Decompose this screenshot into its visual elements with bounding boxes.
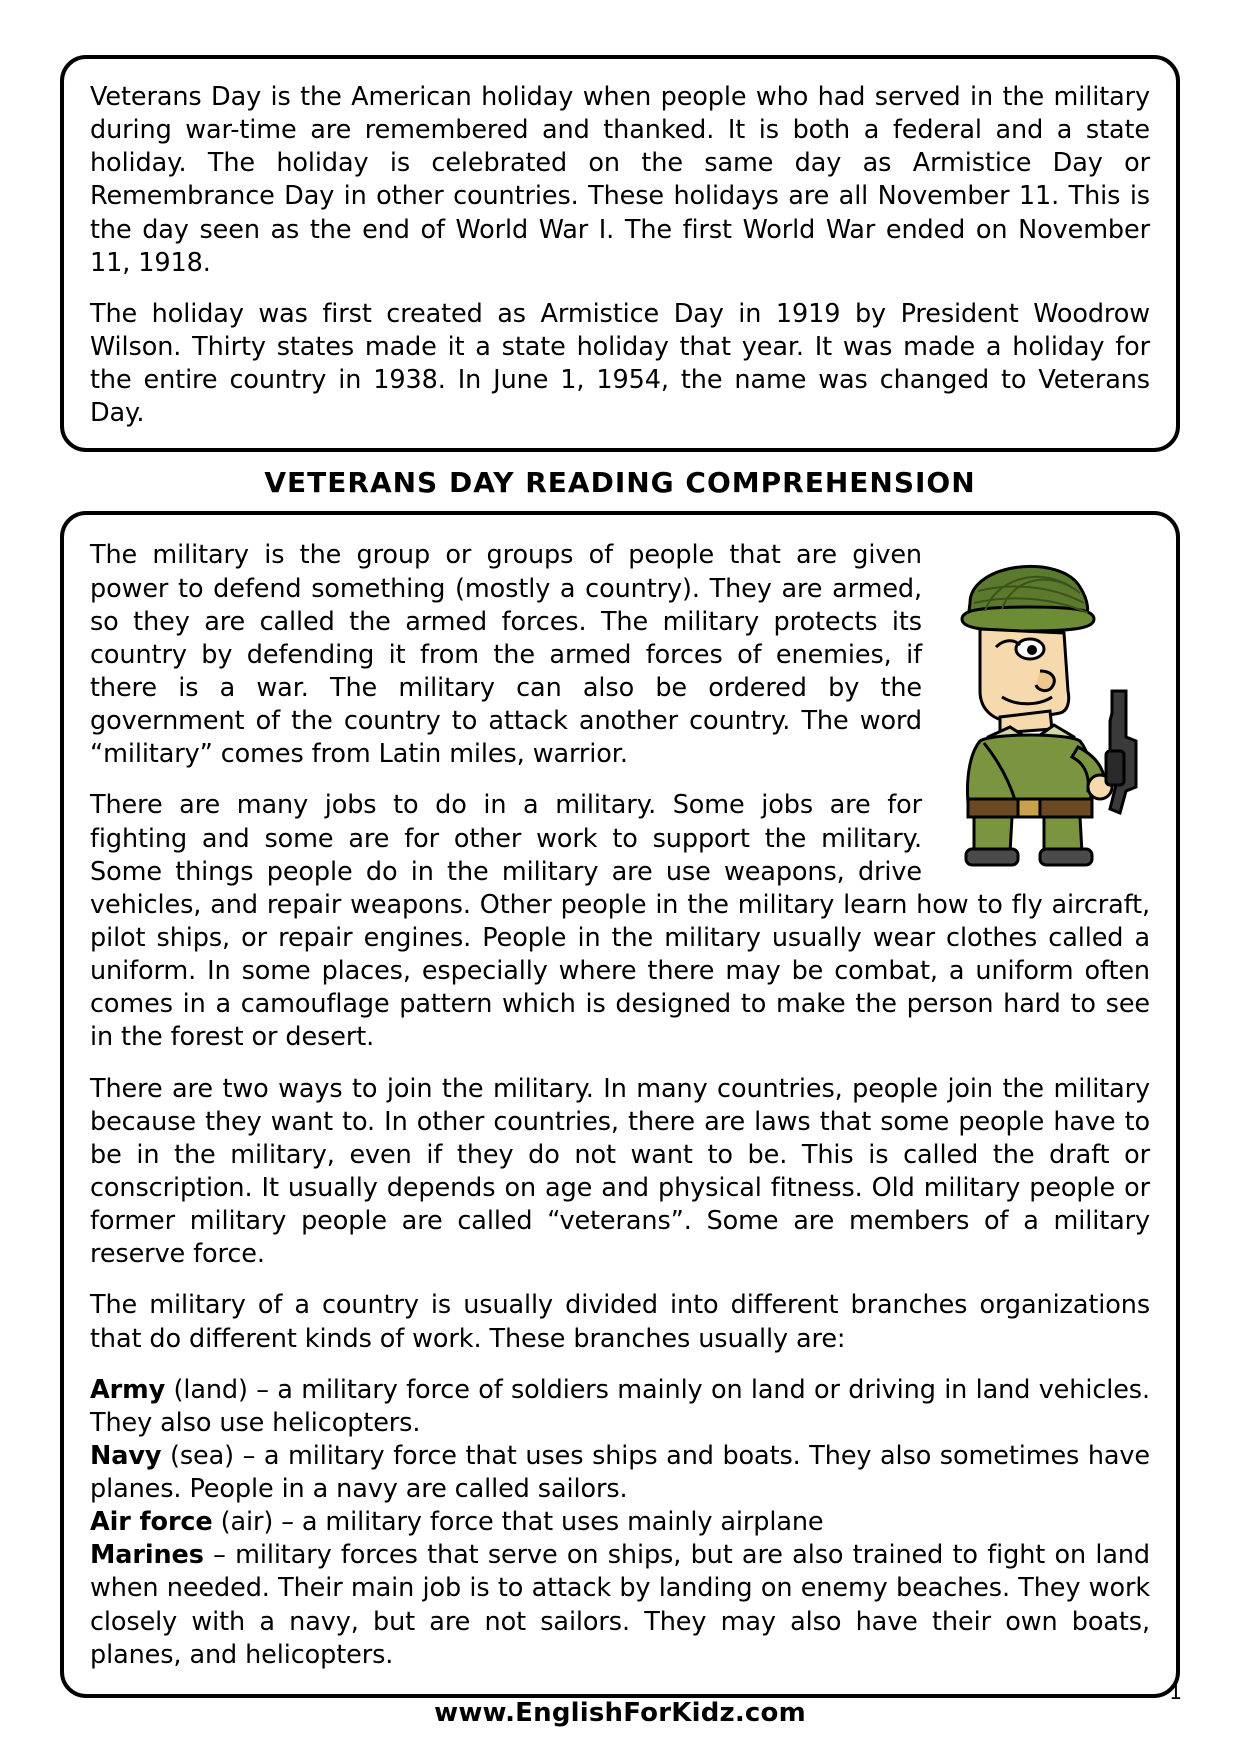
branch-air-force-text: (air) – a military force that uses mainly airplane xyxy=(212,1507,824,1538)
branch-navy xyxy=(90,1440,1150,1506)
branch-marines-name: Marines xyxy=(90,1540,204,1571)
body-paragraph-3: There are two ways to join the military. In many countries, people join the military because they want to. In other countries, there are laws that some people have to be in the military, even if they do not want to be. This is called the draft or conscription. It usually depends on age and physical fitness. Old military people or former military people are called “veterans”. Some are members of a military reserve force. xyxy=(90,1073,1150,1270)
main-content-box xyxy=(60,511,1180,1698)
body-paragraph-1: The military is the group or groups of people that are given power to defend something (mostly a country). They are armed, so they are called the armed forces. The military protects its country by defending it from the armed forces of enemies, if there is a war. The military can also be ordered by the government of the country to attack another country. The word “military” comes from Latin miles, warrior. xyxy=(90,540,922,770)
intro-paragraph-2: The holiday was first created as Armistice Day in 1919 by President Woodrow Wilson. Thirty states made it a state holiday that year. It was made a holiday for the entire country in 1938. In June 1, 1954, the name was changed to Veterans Day. xyxy=(90,298,1150,429)
branch-army xyxy=(90,1374,1150,1440)
body-paragraph-2: There are many jobs to do in a military. Some jobs are for fighting and some are for other work to support the military. Some things people do in the military are use weapons, drive vehicles, and repair weapons. Other people in the military learn how to fly aircraft, pilot ships, or repair engines. People in the military usually wear clothes called a uniform. In some places, especially where there may be combat, a uniform often comes in a camouflage pattern which is designed to make the person hard to see in the forest or desert. xyxy=(90,790,1150,1053)
intro-paragraph-1: Veterans Day is the American holiday when people who had served in the military during war-time are remembered and thanked. It is both a federal and a state holiday. The holiday is celebrated on the same day as Armistice Day or Remembrance Day in other countries. These holidays are all November 11. This is the day seen as the end of World War I. The first World War ended on November 11, 1918. xyxy=(90,82,1150,278)
branch-air-force xyxy=(90,1506,1150,1539)
branch-air-force-name: Air force xyxy=(90,1507,213,1538)
soldier-illustration xyxy=(940,541,1150,871)
branch-army-name: Army xyxy=(90,1374,166,1405)
branch-marines-text: – military forces that serve on ships, but are also trained to fight on land when needed. Their main job is to attack by landing on enemy beaches. They work closely with a navy, but are not sailors. They may also have their own boats, planes, and helicopters. xyxy=(90,1540,1150,1670)
branch-marines xyxy=(90,1539,1150,1672)
branch-army-text: (land) – a military force of soldiers mainly on land or driving in land vehicles. They also use helicopters. xyxy=(90,1374,1150,1438)
footer-website: www.EnglishForKidz.com xyxy=(434,1698,806,1728)
branch-navy-text: (sea) – a military force that uses ships and boats. They also sometimes have planes. People in a navy are called sailors. xyxy=(90,1440,1150,1505)
branch-navy-name: Navy xyxy=(90,1440,162,1471)
intro-box xyxy=(60,55,1180,452)
page-title: VETERANS DAY READING COMPREHENSION xyxy=(264,466,976,500)
body-paragraph-4: The military of a country is usually divided into different branches organizations that do different kinds of work. These branches usually are: xyxy=(90,1290,1150,1354)
page-number: 1 xyxy=(1169,1680,1182,1704)
